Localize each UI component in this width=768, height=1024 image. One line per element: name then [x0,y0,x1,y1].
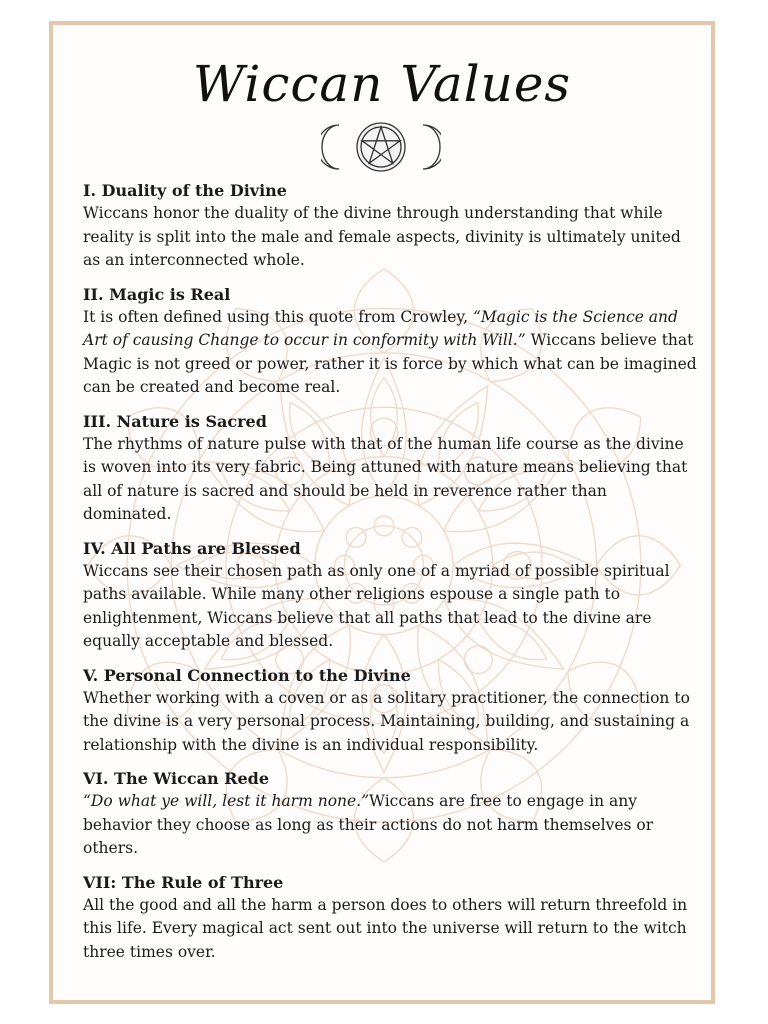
section-heading: III. Nature is Sacred [83,411,267,431]
triple-moon-pentacle-icon [321,117,441,177]
crowley-quote: “Magic is the Science and Art of causing Change to occur in conformity with Will.” [83,307,678,349]
section-heading: IV. All Paths are Blessed [83,538,301,558]
section-body [83,790,698,861]
section-heading: V. Personal Connection to the Divine [83,665,411,685]
page-title: Wiccan Values [192,55,572,113]
section-body: All the good and all the harm a person does to others will return threefold in this life. Every magical act sent out into the universe will return to the witch three times over. [83,895,688,961]
section-heading: I. Duality of the Divine [83,181,287,200]
value-section-connection [83,665,698,758]
section-heading: VI. The Wiccan Rede [83,769,269,788]
section-heading: II. Magic is Real [83,284,231,304]
value-section-nature [83,411,698,527]
value-section-duality [83,180,698,273]
section-heading: VII: The Rule of Three [83,872,284,892]
section-body: Wiccans see their chosen path as only one of a myriad of possible spiritual paths available. While many other religions espouse a single path to enlightenment, Wiccans believe that all paths that lead to the divine are equally acceptable and blessed. [83,561,670,650]
body-text: Wiccans believe that Magic is not greed or power, rather it is force by which what can be imagined can be created and become real. [83,331,697,396]
rede-quote: “Do what ye will, lest it harm none.” [83,792,370,810]
value-section-rede [83,768,698,861]
value-section-three [83,872,698,965]
body-text: Wiccans are free to engage in any behavior they choose as long as their actions do not harm themselves or others. [83,792,654,857]
value-section-magic [83,284,698,400]
section-body: Wiccans honor the duality of the divine through understanding that while reality is split into the male and female aspects, divinity is ultimately united as an interconnected whole. [83,204,681,269]
section-body: The rhythms of nature pulse with that of the human life course as the divine is woven into its very fabric. Being attuned with nature means believing that all of nature is sacred and should be held in reverence rather than dominated. [83,434,688,523]
value-section-paths [83,538,698,654]
page-frame [49,21,715,1004]
body-text: It is often defined using this quote from Crowley, [83,307,473,326]
section-body [83,306,698,400]
values-list [83,180,698,975]
section-body: Whether working with a coven or as a solitary practitioner, the connection to the divine is a very personal process. Maintaining, building, and sustaining a relationship with the divine is an individual responsibility. [83,688,690,754]
